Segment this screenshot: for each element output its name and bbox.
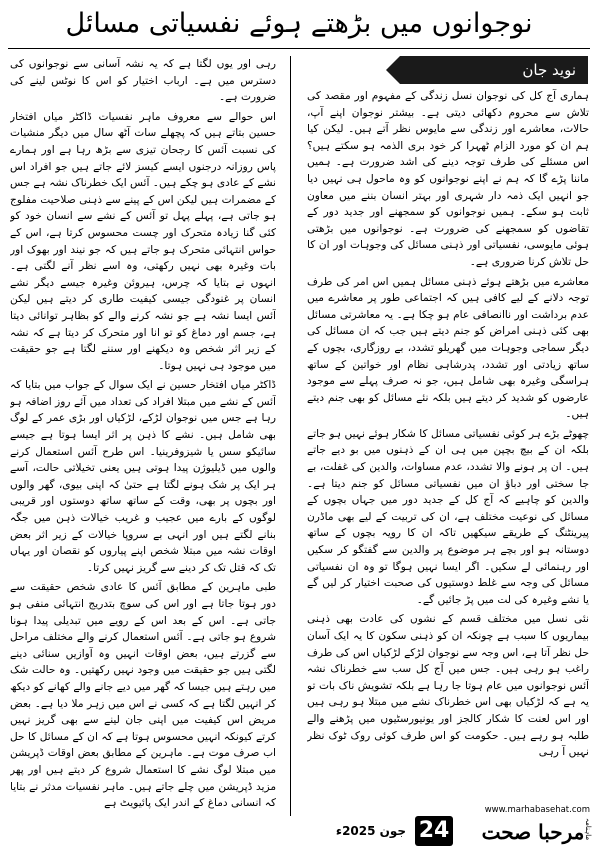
website-url: www.marhabasehat.com <box>484 805 590 815</box>
issue-date: جون 2025ء <box>335 824 407 838</box>
title-rule <box>8 48 590 49</box>
author-banner <box>400 56 588 84</box>
article-title: نوجوانوں میں بڑھتے ہوئے نفسیاتی مسائل <box>65 8 533 39</box>
paragraph: نئی نسل میں مختلف قسم کے نشوں کی عادت بھی ذہنی بیماریوں کا سبب ہے چونکہ ان کو ذہنی سکون کا یہ ایک آسان حل نظر آتا ہے، اس وجہ سے نوجوان لڑکے لڑکیاں اس کی طرف راغب ہو رہی ہیں۔ جس میں آج کل سب سے خطرناک نشہ آئس نوجوانوں میں عام ہوتا جا رہا ہے بلکہ تشویش ناک بات تو یہ ہے کہ لڑکیاں بھی اس خطرناک نشے میں مبتلا ہو رہی ہیں اور اس لعنت کا شکار کالجز اور یونیورسٹیوں میں پڑھنے والے طلبہ ہو رہے ہیں۔ حکومت کو اس طرف کوئی روک ٹوک نظر نہیں آ رہی <box>307 613 589 759</box>
page-number: 24 <box>415 816 453 846</box>
magazine-logo-tagline: ماہنامہ <box>584 818 592 841</box>
paragraph: ہماری آج کل کی نوجوان نسل زندگی کے مفہوم اور مقصد کی تلاش سے محروم دکھائی دیتی ہے۔ بیشتر نوجوان اپنے آپ، حالات، معاشرے اور زندگی سے مایوس نظر آتے ہیں۔ لیکن کیا ہم ان کو مورد الزام ٹھہرا کر خود بری الذمہ ہو سکتے ہیں؟ اس مسئلے کی طرف توجہ دینے کی اشد ضرورت ہے۔ ہمیں ماننا پڑے گا کہ ہم نے اپنے نوجوانوں کو وہ ماحول ہی نہیں دیا جو انہیں ایک ذمہ دار شہری اور بہتر انسان بننے میں معاون ثابت ہو سکے۔ ہمیں نوجوانوں کو سمجھنے اور جدید دور کے تقاضوں کو سمجھنے کی ضرورت ہے۔ نوجوانوں میں بڑھتی ہوئی مایوسی، نفسیاتی اور ذہنی مسائل کی وجوہات اور ان کا حل تلاش کرنا ضروری ہے۔ <box>307 90 589 268</box>
paragraph: طبی ماہرین کے مطابق آئس کا عادی شخص حقیقت سے دور ہوتا جاتا ہے اور اس کی سوچ بتدریج انتہائی منفی ہو جاتی ہے۔ اس کے بعد اس کے رویے میں تبدیلی پیدا ہونا شروع ہو جاتی ہے۔ آئس استعمال کرنے والے مختلف مراحل سے گزرتے ہیں، بعض اوقات انہیں وہ آوازیں سنائی دینے لگتی ہیں جو حقیقت میں وجود نہیں رکھتیں۔ وہ حالت شک میں رہتے ہیں جیسا کہ گھر میں دیے جانے والے کھانے کو دیکھ کر انہیں لگتا ہے کہ کسی نے اس میں زہر ملا دیا ہے۔ بعض مریض اس کیفیت میں اپنی جان لینے سے بھی گریز نہیں کرتے کیونکہ انہیں محسوس ہوتا ہے کہ ان کے مسائل کا حل اب صرف موت ہے۔ ماہرین کے مطابق بعض اوقات ڈپریشن میں مبتلا لوگ نشے کا استعمال شروع کر دیتے ہیں اور پھر مزید ڈپریشن میں چلے جاتے ہیں۔ ماہر نفسیات مدثر نے بتایا کہ انسانی دماغ کے اندر ایک پائیویٹ ہے <box>10 581 276 810</box>
paragraph: اس حوالے سے معروف ماہر نفسیات ڈاکٹر میاں افتخار حسین بتاتے ہیں کہ پچھلے سات آٹھ سال میں دیگر منشیات کی نسبت آئس کا رجحان تیزی سے بڑھ رہا ہے اور ہمارے پاس روزانہ درجنوں ایسے کیسز لائے جاتے ہیں جو افراد اس نشے کے عادی ہو چکے ہیں۔ آئس ایک خطرناک نشہ ہے جس کے مضمرات ہیں لیکن اس کے پینے سے ذہنی صلاحیت مفلوج ہو جاتی ہے، پہلے پہل تو آئس کے نشے سے انسان خود کو کئی گنا زیادہ متحرک اور چست محسوس کرتا ہے، اس کے حواس انتہائی متحرک ہو جاتے ہیں کہ جو نیند اور بھوک اور بات وغیرہ بھی نہیں رکھتی، وہ اسے نظر آنے لگتی ہے۔ انہوں نے بتایا کہ چرس، ہیروئن وغیرہ جیسے دیگر نشے انسان پر غنودگی جیسی کیفیت طاری کر دیتے ہیں لیکن آئس ایسا نشہ ہے جو نشہ کرنے والے کو بظاہر توانائی دیتا ہے، جسم اور دماغ کو تو انا اور متحرک کر دیتا ہے کہ نشہ کے زیر اثر شخص وہ دیکھنے اور سننے لگتا ہے جو حقیقت میں موجود ہی نہیں ہوتا۔ <box>10 110 276 372</box>
author-name: نوید جان <box>522 61 576 79</box>
paragraph: معاشرے میں بڑھتے ہوئے ذہنی مسائل ہمیں اس امر کی طرف توجہ دلانے کے لیے کافی ہیں کہ اجتماعی طور پر معاشرے میں عدم برداشت اور ناانصافی عام ہو چکا ہے۔ یہ معاشرتی مسائل بھی کئی ذہنی امراض کو جنم دیتے ہیں جب کہ ان مسائل کی دیگر سماجی وجوہات میں گھریلو تشدد، بے روزگاری، بچوں کے ساتھ زیادتی اور تشدد، پدرشاہی نظام اور خواتین کے ساتھ ہراسگی وغیرہ بھی شامل ہیں، جو نہ صرف پہلے سے موجود عارضوں کو شدید کر دیتے ہیں بلکہ نئے مسائل کو بھی جنم دیتے ہیں۔ <box>307 275 589 421</box>
paragraph: چھوٹے بڑے ہر کوئی نفسیاتی مسائل کا شکار ہوئے نہیں ہو جاتے بلکہ ان کے بیچ بچپن میں ہی ان کے ذہنوں میں بو دیے جاتے ہیں۔ ان پر ہونے والا تشدد، عدم مساوات، والدین کی غفلت، بے جا سختی اور دباؤ ان میں نفسیاتی مسائل کو جنم دیتا ہے۔ والدین کو چاہیے کہ آج کل کے جدید دور میں جہاں بچوں کے مسائل کی نوعیت مختلف ہے، ان کی تربیت کے لیے بھی ماڈرن پیرینٹنگ کے طریقے سیکھیں تاکہ ان کا رویہ بچوں کے ساتھ دوستانہ ہو اور بچے ہر موضوع پر والدین سے گفتگو کر سکیں اور رہنمائی لے سکیں۔ اگر ایسا نہیں ہوگا تو وہ ان نفسیاتی مسائل کی وجہ سے غلط دوستیوں کی صحبت اختیار کر لیں گے یا نشے وغیرہ کی لت میں پڑ جائیں گے۔ <box>307 427 589 606</box>
paragraph: رہی اور یوں لگتا ہے کہ یہ نشہ آسانی سے نوجوانوں کی دسترس میں ہے۔ ارباب اختیار کو اس کا نوٹس لینے کی ضرورت ہے۔ <box>10 58 276 104</box>
article-column-left <box>10 56 276 813</box>
column-divider <box>290 56 291 816</box>
magazine-logo: مرحبا صحت <box>481 820 585 844</box>
paragraph: ڈاکٹر میاں افتخار حسین نے ایک سوال کے جواب میں بتایا کہ آئس کے نشے میں مبتلا افراد کی تعداد میں آئے روز اضافہ ہو رہا ہے جس میں نوجوان لڑکے، لڑکیاں اور بڑی عمر کے لوگ بھی شامل ہیں۔ نشے کا ذہن پر اثر ایسا ہوتا ہے جیسے سائیکو سس یا شیزوفرینیا۔ اس طرح آئس استعمال کرنے والوں میں ڈیلیوژن پیدا ہوتی ہیں یعنی تخیلاتی حالت، آسے ہر ایک پر شک ہونے لگتا ہے حتیٰ کہ اپنی بیوی، گھر والوں اور بچوں پر بھی، وقت کے ساتھ ساتھ دوستوں اور قریبی لوگوں کے بارے میں عجیب و غریب خیالات ذہن میں جگہ بنانے لگتے ہیں اور انہی بے سروپا خیالات کے زیر اثر بعض اوقات نشہ میں مبتلا شخص اپنے پیاروں کو نقصان اور یہاں تک کہ قتل تک کر دینے سے گریز نہیں کرتا۔ <box>10 379 276 574</box>
article-column-right <box>307 88 589 808</box>
